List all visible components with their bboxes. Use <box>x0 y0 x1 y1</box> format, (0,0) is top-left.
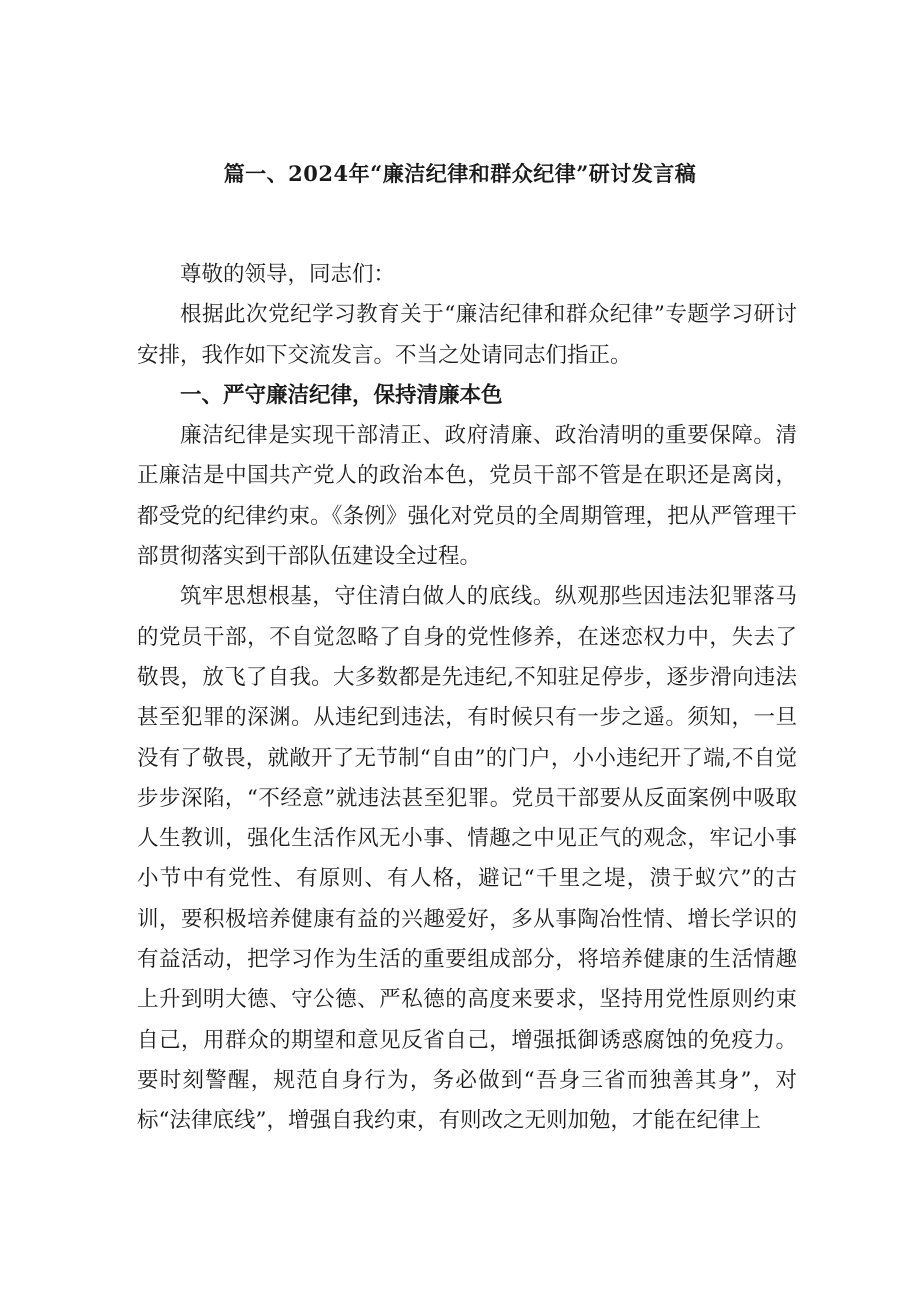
document-title: 篇一、2024年“廉洁纪律和群众纪律”研讨发言稿 <box>223 161 697 186</box>
salutation: 尊敬的领导，同志们： <box>180 262 396 287</box>
body-paragraph: 廉洁纪律是实现干部清正、政府清廉、政治清明的重要保障。清正廉洁是中国共产党人的政治本色，党员干部不管是在职还是离岗，都受党的纪律约束。《条例》强化对党员的全周期管理，把从严管理干部贯彻落实到干部队伍建设全过程。 <box>137 423 797 570</box>
document-body <box>137 255 797 1142</box>
intro-paragraph: 根据此次党纪学习教育关于“廉洁纪律和群众纪律”专题学习研讨安排，我作如下交流发言。不当之处请同志们指正。 <box>137 302 797 368</box>
body-paragraph: 筑牢思想根基，守住清白做人的底线。纵观那些因违法犯罪落马的党员干部，不自觉忽略了自身的党性修养，在迷恋权力中，失去了敬畏，放飞了自我。大多数都是先违纪,不知驻足停步，逐步滑向违法甚至犯罪的深渊。从违纪到违法，有时候只有一步之遥。须知，一旦没有了敬畏，就敞开了无节制“自由”的门户，小小违纪开了端,不自觉步步深陷，“不经意”就违法甚至犯罪。党员干部要从反面案例中吸取人生教训，强化生活作风无小事、情趣之中见正气的观念，牢记小事小节中有党性、有原则、有人格，避记“千里之堤，溃于蚁穴”的古训，要积极培养健康有益的兴趣爱好，多从事陶冶性情、增长学识的有益活动，把学习作为生活的重要组成部分，将培养健康的生活情趣上升到明大德、守公德、严私德的高度来要求，坚持用党性原则约束自己，用群众的期望和意见反省自己，增强抵御诱惑腐蚀的免疫力。要时刻警醒，规范自身行为，务必做到“吾身三省而独善其身”，对标“法律底线”，增强自我约束，有则改之无则加勉，才能在纪律上 <box>137 584 797 1134</box>
section-heading: 一、严守廉洁纪律，保持清廉本色 <box>180 382 503 408</box>
